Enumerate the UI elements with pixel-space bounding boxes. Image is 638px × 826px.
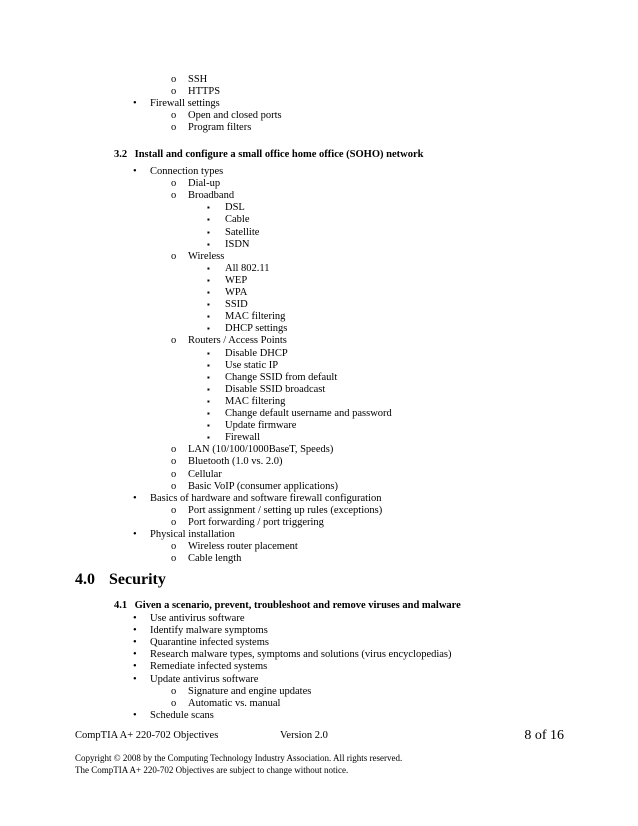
square-bullet-icon: ▪ [207,203,210,213]
list-item: Cable length [188,553,242,565]
circle-bullet-icon: o [171,122,177,134]
heading-title: Security [109,571,166,588]
list-item: Wireless router placement [188,541,298,553]
list-item: Basics of hardware and software firewall configuration [150,492,382,504]
list-item: Dial-up [188,178,221,190]
list-item: Quarantine infected systems [150,637,269,649]
circle-bullet-icon: o [171,190,177,202]
section-heading-3-2 [114,149,423,161]
list-item: Physical installation [150,529,235,540]
footer-version: Version 2.0 [280,730,328,741]
list-item: Connection types [150,166,224,177]
square-bullet-icon: ▪ [207,215,210,225]
square-bullet-icon: ▪ [207,421,210,431]
circle-bullet-icon: o [171,685,177,697]
list-item: Cable [225,214,250,226]
list-item: Disable DHCP [225,347,288,359]
square-bullet-icon: ▪ [207,384,210,394]
circle-bullet-icon: o [171,86,177,98]
square-bullet-icon: ▪ [207,288,210,297]
circle-bullet-icon: o [171,504,177,516]
list-item: Bluetooth (1.0 vs. 2.0) [188,456,283,468]
list-item: Firewall [225,432,260,444]
list-item: Signature and engine updates [188,685,312,697]
circle-bullet-icon: o [171,468,177,480]
list-item: LAN (10/100/1000BaseT, Speeds) [188,444,334,456]
list-item: Program filters [188,122,252,134]
list-item: Wireless [188,250,225,262]
section-number: 3.2 [114,149,128,160]
list-item: MAC filtering [225,395,286,407]
list-item: Broadband [188,190,235,202]
list-item: Routers / Access Points [188,335,287,347]
section-number: 4.1 [114,600,128,611]
circle-bullet-icon: o [171,250,177,262]
main-heading [75,571,166,589]
list-item: Automatic vs. manual [188,697,281,709]
heading-number: 4.0 [75,571,95,588]
list-item: Satellite [225,226,260,238]
square-bullet-icon: ▪ [207,372,210,382]
bullet-icon: • [133,166,137,177]
list-item: Update firmware [225,420,297,432]
list-item: HTTPS [188,86,221,98]
list-item: Update antivirus software [150,673,259,685]
square-bullet-icon: ▪ [207,433,210,443]
list-item: Disable SSID broadcast [225,383,326,395]
bullet-icon: • [133,649,137,661]
section-title: Install and configure a small office home office (SOHO) network [134,149,424,160]
list-item: Remediate infected systems [150,661,268,673]
circle-bullet-icon: o [171,456,177,468]
list-item: Change default username and password [225,408,392,419]
circle-bullet-icon: o [171,444,177,456]
bullet-icon: • [133,673,137,685]
circle-bullet-icon: o [171,335,177,347]
list-item: Cellular [188,468,222,480]
list-item: Port forwarding / port triggering [188,516,324,528]
list-item: Use static IP [225,359,279,371]
list-item: Basic VoIP (consumer applications) [188,480,338,492]
bullet-icon: • [133,661,137,673]
square-bullet-icon: ▪ [207,324,210,334]
circle-bullet-icon: o [171,541,177,553]
circle-bullet-icon: o [171,110,177,122]
square-bullet-icon: ▪ [207,227,210,237]
list-item: Open and closed ports [188,110,282,122]
bullet-icon: • [133,98,137,110]
circle-bullet-icon: o [171,516,177,528]
list-item: WPA [225,287,248,298]
square-bullet-icon: ▪ [207,300,210,310]
circle-bullet-icon: o [171,178,177,190]
list-item: Port assignment / setting up rules (exceptions) [188,504,383,516]
list-item: All 802.11 [225,262,270,274]
list-item: Identify malware symptoms [150,625,268,637]
list-item: DHCP settings [225,323,288,335]
list-item: WEP [225,274,248,286]
list-item: Research malware types, symptoms and solutions (virus encyclopedias) [150,649,452,661]
list-item: ISDN [225,238,250,250]
section-title: Given a scenario, prevent, troubleshoot and remove viruses and malware [134,600,461,611]
footer-page-number: 8 of 16 [524,728,564,743]
section-heading-4-1 [114,600,461,612]
square-bullet-icon: ▪ [207,396,210,406]
circle-bullet-icon: o [171,74,177,85]
list-item: Firewall settings [150,98,220,110]
bullet-icon: • [133,529,137,540]
list-item: SSID [225,299,248,311]
list-item: DSL [225,202,245,214]
circle-bullet-icon: o [171,480,177,492]
footer-doc-title: CompTIA A+ 220-702 Objectives [75,730,219,741]
copyright-notice: Copyright © 2008 by the Computing Technology Industry Association. All rights reserved. [75,753,403,763]
square-bullet-icon: ▪ [207,409,210,418]
list-item: Schedule scans [150,709,214,721]
circle-bullet-icon: o [171,697,177,709]
square-bullet-icon: ▪ [207,239,210,249]
square-bullet-icon: ▪ [207,360,210,370]
list-item: Use antivirus software [150,613,245,624]
list-item: SSH [188,74,208,85]
bullet-icon: • [133,625,137,637]
square-bullet-icon: ▪ [207,312,210,322]
bullet-icon: • [133,492,137,504]
change-notice: The CompTIA A+ 220-702 Objectives are subject to change without notice. [75,765,349,775]
square-bullet-icon: ▪ [207,263,210,273]
square-bullet-icon: ▪ [207,275,210,285]
bullet-icon: • [133,637,137,649]
circle-bullet-icon: o [171,553,177,565]
bullet-icon: • [133,613,137,624]
list-item: MAC filtering [225,311,286,323]
bullet-icon: • [133,709,137,721]
list-item: Change SSID from default [225,371,338,383]
square-bullet-icon: ▪ [207,348,210,358]
